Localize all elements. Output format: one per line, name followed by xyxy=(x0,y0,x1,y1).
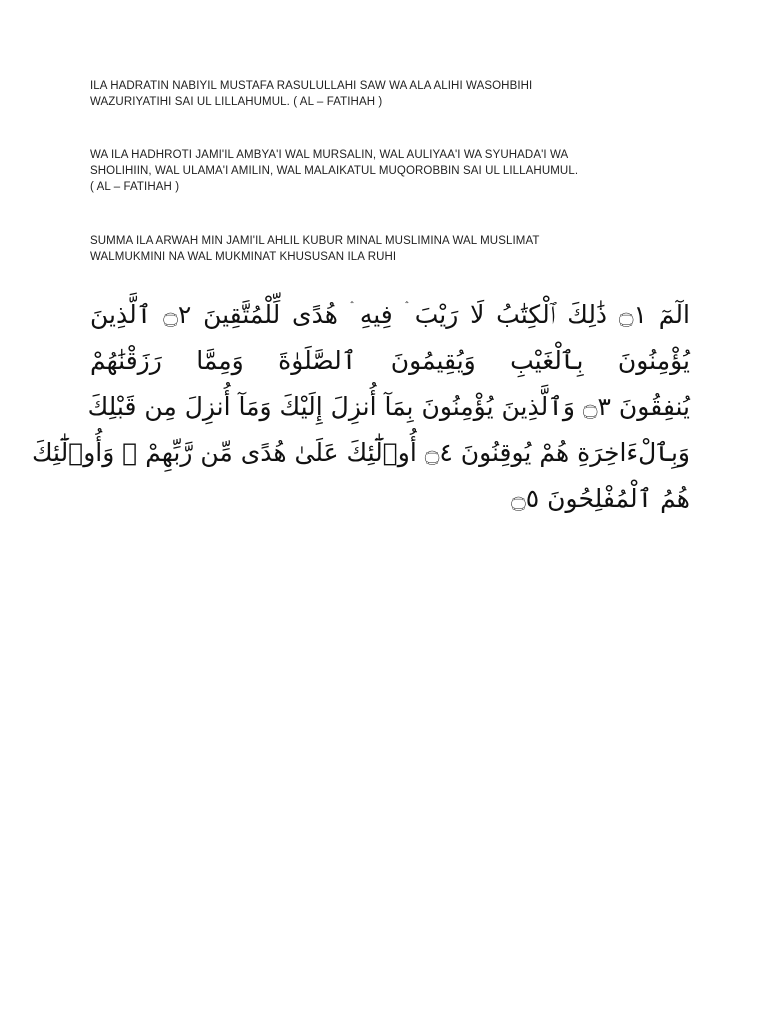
arabic-line: وَبِٱلْءَاخِرَةِ هُمْ يُوقِنُونَ ۝٤ أُو۟لَٰٓئِكَ عَلَىٰ هُدًى مِّن رَّبِّهِمْ ۖ وَأُو۟لَٰٓئِكَ xyxy=(31,438,690,467)
arabic-line: يُؤْمِنُونَ بِٱلْغَيْبِ وَيُقِيمُونَ ٱلصَّلَوٰةَ وَمِمَّا رَزَقْنَٰهُمْ xyxy=(90,346,690,375)
dedication-paragraph-2 xyxy=(90,147,690,195)
dedication-paragraph-3 xyxy=(90,233,690,265)
dedication-paragraph-1 xyxy=(90,78,690,110)
paragraph-line: WA ILA HADHROTI JAMI'IL AMBYA'I WAL MURSALIN, WAL AULIYAA'I WA SYUHADA'I WA xyxy=(90,149,569,161)
paragraph-line: SHOLIHIIN, WAL ULAMA'I AMILIN, WAL MALAIKATUL MUQOROBBIN SAI UL LILLAHUMUL. xyxy=(90,165,579,177)
arabic-line: هُمُ ٱلْمُفْلِحُونَ ۝٥ xyxy=(511,484,690,513)
paragraph-line: SUMMA ILA ARWAH MIN JAMI'IL AHLIL KUBUR MINAL MUSLIMINA WAL MUSLIMAT xyxy=(90,235,540,247)
paragraph-line: WAZURIYATIHI SAI UL LILLAHUMUL. ( AL – FATIHAH ) xyxy=(90,96,383,108)
paragraph-line: ( AL – FATIHAH ) xyxy=(90,181,180,193)
arabic-line: الٓمٓ ۝١ ذَٰلِكَ ٱلْكِتَٰبُ لَا رَيْبَ ۛ فِيهِ ۛ هُدًى لِّلْمُتَّقِينَ ۝٢ ٱلَّذِينَ xyxy=(90,300,690,329)
paragraph-line: WALMUKMINI NA WAL MUKMINAT KHUSUSAN ILA RUHI xyxy=(90,251,397,263)
paragraph-line: ILA HADRATIN NABIYIL MUSTAFA RASULULLAHI SAW WA ALA ALIHI WASOHBIHI xyxy=(90,80,533,92)
arabic-line: يُنفِقُونَ ۝٣ وَٱلَّذِينَ يُؤْمِنُونَ بِمَآ أُنزِلَ إِلَيْكَ وَمَآ أُنزِلَ مِن قَبْلِكَ xyxy=(87,392,690,421)
quran-verses-block xyxy=(31,292,690,522)
